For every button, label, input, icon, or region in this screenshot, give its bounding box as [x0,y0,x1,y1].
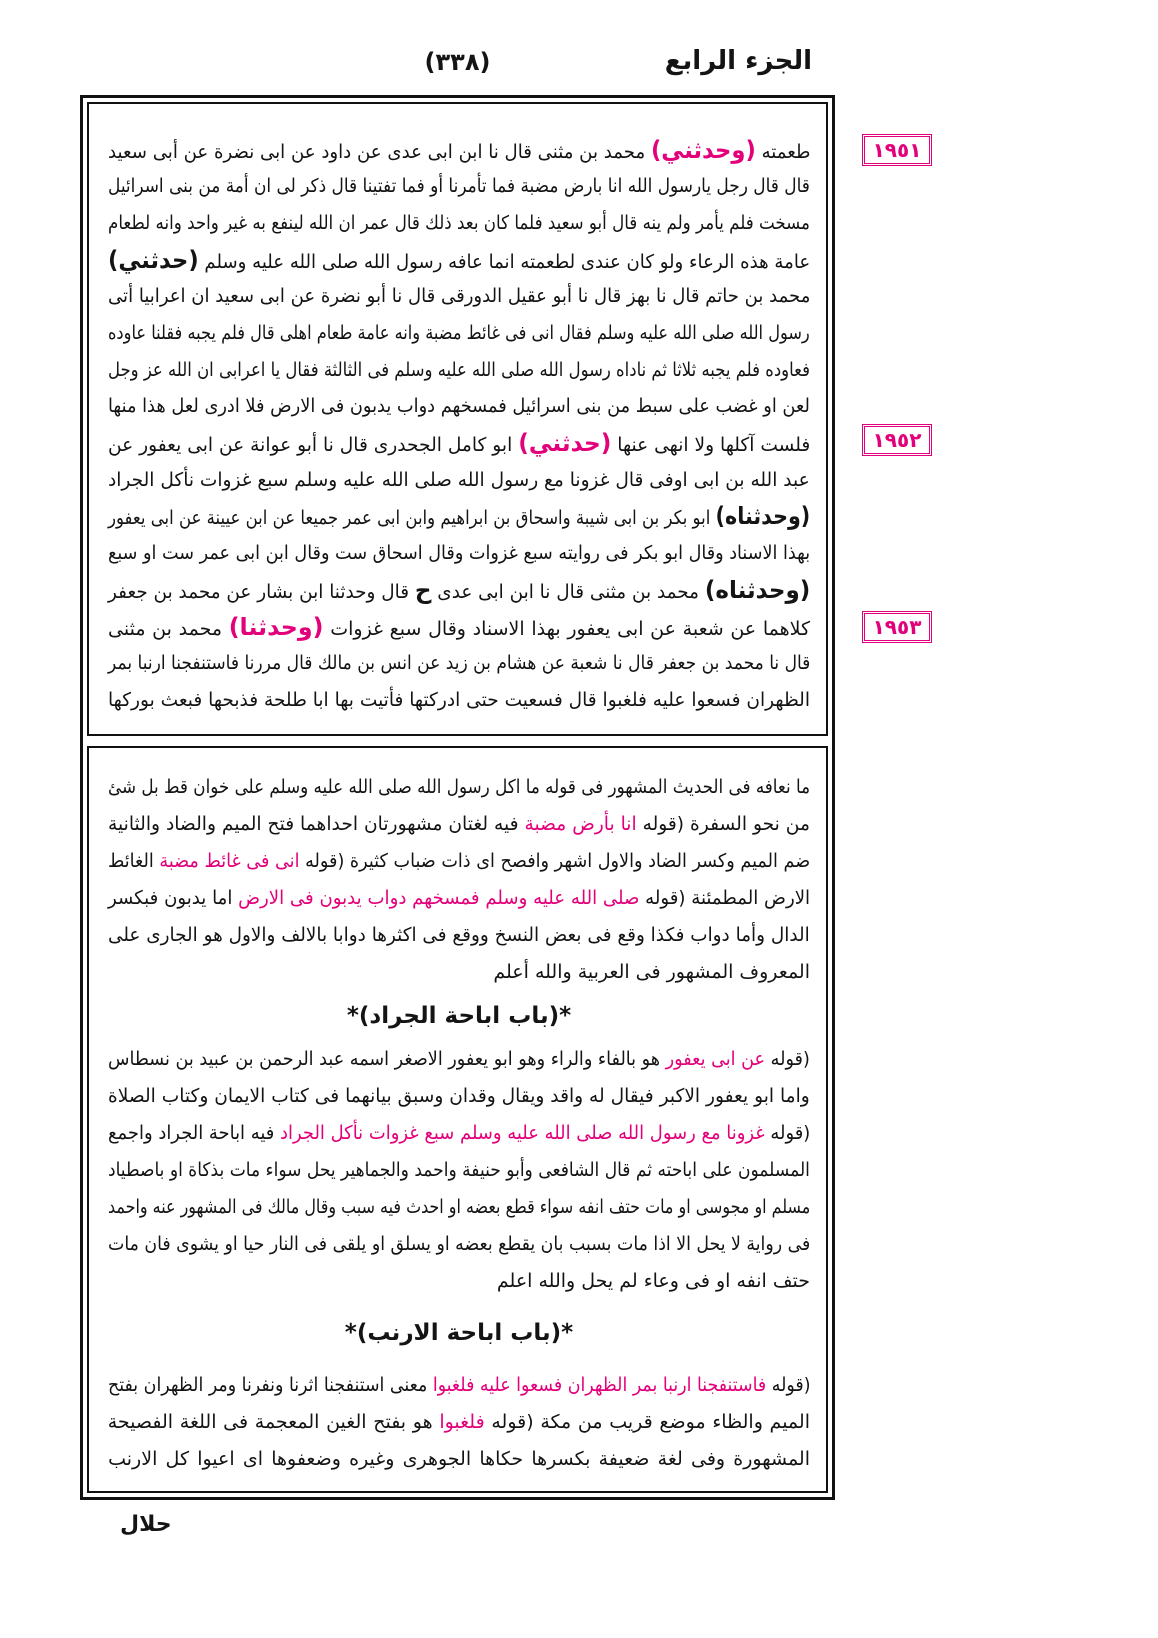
text-segment: فيه اباحة الجراد واجمع [107,1121,275,1144]
text-segment: ابو بكر بن ابى شيبة واسحاق بن ابراهيم وابن ابى عمر جميعا عن ابن عيينة عن ابى يعفور [107,507,711,530]
commentary-paragraph [108,1367,810,1478]
highlighted-term: فاستنفجنا ارنبا بمر الظهران فسعوا عليه فلغبوا [432,1373,766,1396]
line-text [108,843,810,880]
text-segment: (قوله [770,1121,810,1144]
line-text [108,1041,810,1078]
text-line [108,1041,810,1078]
text-line [108,645,810,682]
text-segment: فعاوده فلم يجبه ثلاثا ثم ناداه رسول الله صلى الله عليه وسلم فى الثالثة فقال يا اعرابى ان الله عز وجل [108,358,810,381]
chapter-heading-locusts: *(باب اباحة الجراد)* [346,1002,572,1029]
text-segment: قال قال رجل يارسول الله انا بارض مضبة فما تأمرنا أو فما تفتينا قال ذكر لى ان أمة من بنى اسرائيل [108,175,810,198]
text-segment: ضم الميم وكسر الضاد والاول اشهر وافصح اى ذات ضباب كثيرة (قوله [304,849,810,872]
text-line [108,242,810,279]
line-text [108,1115,810,1152]
text-segment: قال نا محمد بن جعفر قال نا شعبة عن هشام بن زيد عن انس بن مالك قال مررنا فاستنفجنا ارنبا بمر [107,652,810,675]
text-line [108,954,810,991]
text-segment: رسول الله صلى الله عليه وسلم فقال انى فى غائط مضبة وانه عامة طعام اهلى قال فلم يجبه فقلنا عاوده [108,322,810,345]
line-text [108,1441,810,1478]
text-line [108,1263,810,1300]
highlighted-term: صلى الله عليه وسلم فمسخهم دواب يدبون فى الارض [238,886,640,909]
line-text [108,1404,810,1441]
text-segment: الغائط [107,849,154,872]
text-segment: اما يدبون فبكسر [107,886,233,909]
text-line [108,388,810,425]
text-segment: (قوله [771,1373,810,1396]
text-line [108,1189,810,1226]
text-line [108,769,810,806]
line-text [108,806,810,843]
text-segment: (قوله [770,1047,810,1070]
catchword: حلال [120,1512,172,1537]
text-segment: فيه لغتان مشهورتان احداهما فتح الميم والضاد والثانية [108,812,519,835]
text-line [108,917,810,954]
text-segment: بهذا الاسناد وقال ابو بكر فى روايته سبع غزوات وقال اسحاق ست وقال ابن ابى عمر ست او سبع [107,542,810,565]
line-text [108,1189,810,1226]
line-text [108,682,810,719]
text-segment: المشهورة وفى لغة ضعيفة بكسرها حكاها الجوهرى وغيره وضعفوها اى اعيوا كل الارنب [108,1447,810,1470]
text-line [108,278,810,315]
hadith-number-badge: ١٩٥٢ [862,424,932,456]
text-segment: حتف انفه او فى وعاء لم يحل والله اعلم [496,1269,810,1292]
text-segment: محمد بن مثنى [108,617,223,640]
hadith-text [108,132,810,719]
narration-marker: (وحدثنا) [228,612,324,641]
line-text [493,954,810,991]
text-line [108,205,810,242]
line-text [108,425,810,464]
highlighted-term: غزونا مع رسول الله صلى الله عليه وسلم سبع غزوات نأكل الجراد [279,1121,765,1144]
line-text [108,388,810,425]
text-segment: ما نعافه فى الحديث المشهور فى قوله ما اكل رسول الله صلى الله عليه وسلم على خوان قط بل شئ [107,775,810,798]
narration-marker: (وحدثني) [650,135,756,164]
line-text [108,917,810,954]
line-text [108,572,810,611]
text-segment: معنى استنفجنا اثرنا ونفرنا ومر الظهران بفتح [107,1373,427,1396]
line-text [108,242,810,281]
narration-marker: (وحدثناه) [715,502,810,531]
narration-marker: (وحدثناه) [704,575,810,604]
text-segment: المسلمون على اباحته ثم قال الشافعى وأبو حنيفة واحمد والجماهير يحل سواء مات بذكاة او باصطياد [108,1158,810,1181]
text-line [108,806,810,843]
line-text [108,132,810,171]
line-text [497,1263,810,1300]
text-line [108,880,810,917]
text-segment: محمد بن مثنى قال نا ابن ابى عدى [437,580,699,603]
commentary-paragraph [108,1041,810,1300]
commentary-text [108,769,810,1478]
text-line [108,352,810,389]
line-text [108,498,810,537]
line-text [108,278,810,315]
commentary-paragraph [108,769,810,991]
text-segment: عبد الله بن ابى اوفى قال غزونا مع رسول الله صلى الله عليه وسلم سبع غزوات نأكل الجراد [108,468,810,491]
text-line [108,572,810,609]
text-line [108,315,810,352]
hadith-number-badge: ١٩٥١ [862,134,932,166]
text-segment: مسلم او مجوسى او مات حتف انفه سواء قطع بعضه او احدث فيه سبب وقال مالك فى المشهور عنه واحمد [107,1195,810,1218]
text-line [108,843,810,880]
text-segment: كلاهما عن شعبة عن ابى يعفور بهذا الاسناد وقال سبع غزوات [330,617,810,640]
text-line [108,168,810,205]
text-line [108,1404,810,1441]
text-segment: مسخت فلم يأمر ولم ينه قال أبو سعيد فلما كان بعد ذلك قال عمر ان الله لينفع به غير واحد وانه لطعام [108,211,810,234]
text-line [108,498,810,535]
text-line [108,1115,810,1152]
text-segment: فلست آكلها ولا انهى عنها [617,434,810,457]
text-segment: الارض المطمئنة (قوله [645,886,810,909]
line-text [108,1078,810,1115]
line-text [108,315,810,352]
text-line [108,132,810,169]
text-segment: محمد بن مثنى قال نا ابن ابى عدى عن داود عن ابى نضرة عن أبى سعيد [107,140,645,163]
text-line [108,1441,810,1478]
line-text [108,609,810,648]
line-text [108,462,810,499]
text-segment: ابو كامل الجحدرى قال نا أبو عوانة عن ابى يعفور عن [107,434,512,457]
line-text [108,769,810,806]
text-segment: المعروف المشهور فى العربية والله أعلم [493,960,810,983]
page-number: (٣٣٨) [424,48,491,76]
line-text [108,880,810,917]
text-line [108,1367,810,1404]
highlighted-term: فلغبوا [439,1410,485,1433]
text-line [108,1078,810,1115]
chapter-heading-hare: *(باب اباحة الارنب)* [344,1319,574,1346]
hadith-number-badge: ١٩٥٣ [862,611,932,643]
line-text [108,1226,810,1263]
text-segment: قال وحدثنا ابن بشار عن محمد بن جعفر [107,580,409,603]
text-line [108,1226,810,1263]
text-segment: الميم والظاء موضع قريب من مكة (قوله [491,1410,810,1433]
text-line [108,609,810,646]
text-segment: لعن او غضب على سبط من بنى اسرائيل فمسخهم دواب يدبون فى الارض فلا ادرى لعل هذا منها [108,395,810,418]
line-text [108,205,810,242]
highlighted-term: انى فى غائط مضبة [159,849,300,872]
text-segment: فى رواية لا يحل الا اذا مات بسبب بان يقطع بعضه او يسلق او يلقى فى النار حيا او يشوى فان مات [107,1232,810,1255]
line-text [108,645,810,682]
text-segment: من نحو السفرة (قوله [642,812,810,835]
volume-title: الجزء الرابع [664,46,812,76]
text-line [108,1152,810,1189]
text-segment: عامة هذه الرعاء ولو كان عندى لطعمته انما عافه رسول الله صلى الله عليه وسلم [204,250,811,273]
highlighted-term: انا بأرض مضبة [524,812,637,835]
line-text [108,1152,810,1189]
text-segment: محمد بن حاتم قال نا بهز قال نا أبو عقيل الدورقى قال نا أبو نضرة عن ابى سعيد ان اعرابيا أتى [107,285,810,308]
text-segment: الظهران فسعوا عليه فلغبوا قال فسعيت حتى ادركتها فأتيت بها ابا طلحة فذبحها فبعث بوركها [108,688,810,711]
text-line [108,425,810,462]
text-line [108,462,810,499]
line-text [108,1367,810,1404]
text-segment: هو بالفاء والراء وهو ابو يعفور الاصغر اسمه عبد الرحمن بن عبيد بن نسطاس [108,1047,661,1070]
highlighted-term: عن ابى يعفور [665,1047,766,1070]
text-segment: الدال وأما دواب فكذا وقع فى بعض النسخ ووقع فى اكثرها دوابا بالالف والاول هو الجارى على [108,923,810,946]
line-text [108,352,810,389]
text-line [108,535,810,572]
narration-marker: (حدثني) [107,245,199,274]
text-segment: هو بفتح الغين المعجمة فى اللغة الفصيحة [107,1410,433,1433]
text-segment: واما ابو يعفور الاكبر فيقال له واقد ويقال وقدان وسبق بيانهما فى كتاب الايمان وكتاب الصلاة [108,1084,810,1107]
line-text [108,168,810,205]
text-line [108,682,810,719]
narration-marker: (حدثني) [517,429,612,458]
text-segment: طعمته [761,140,810,163]
narration-marker: ح [414,575,432,604]
line-text [108,535,810,572]
